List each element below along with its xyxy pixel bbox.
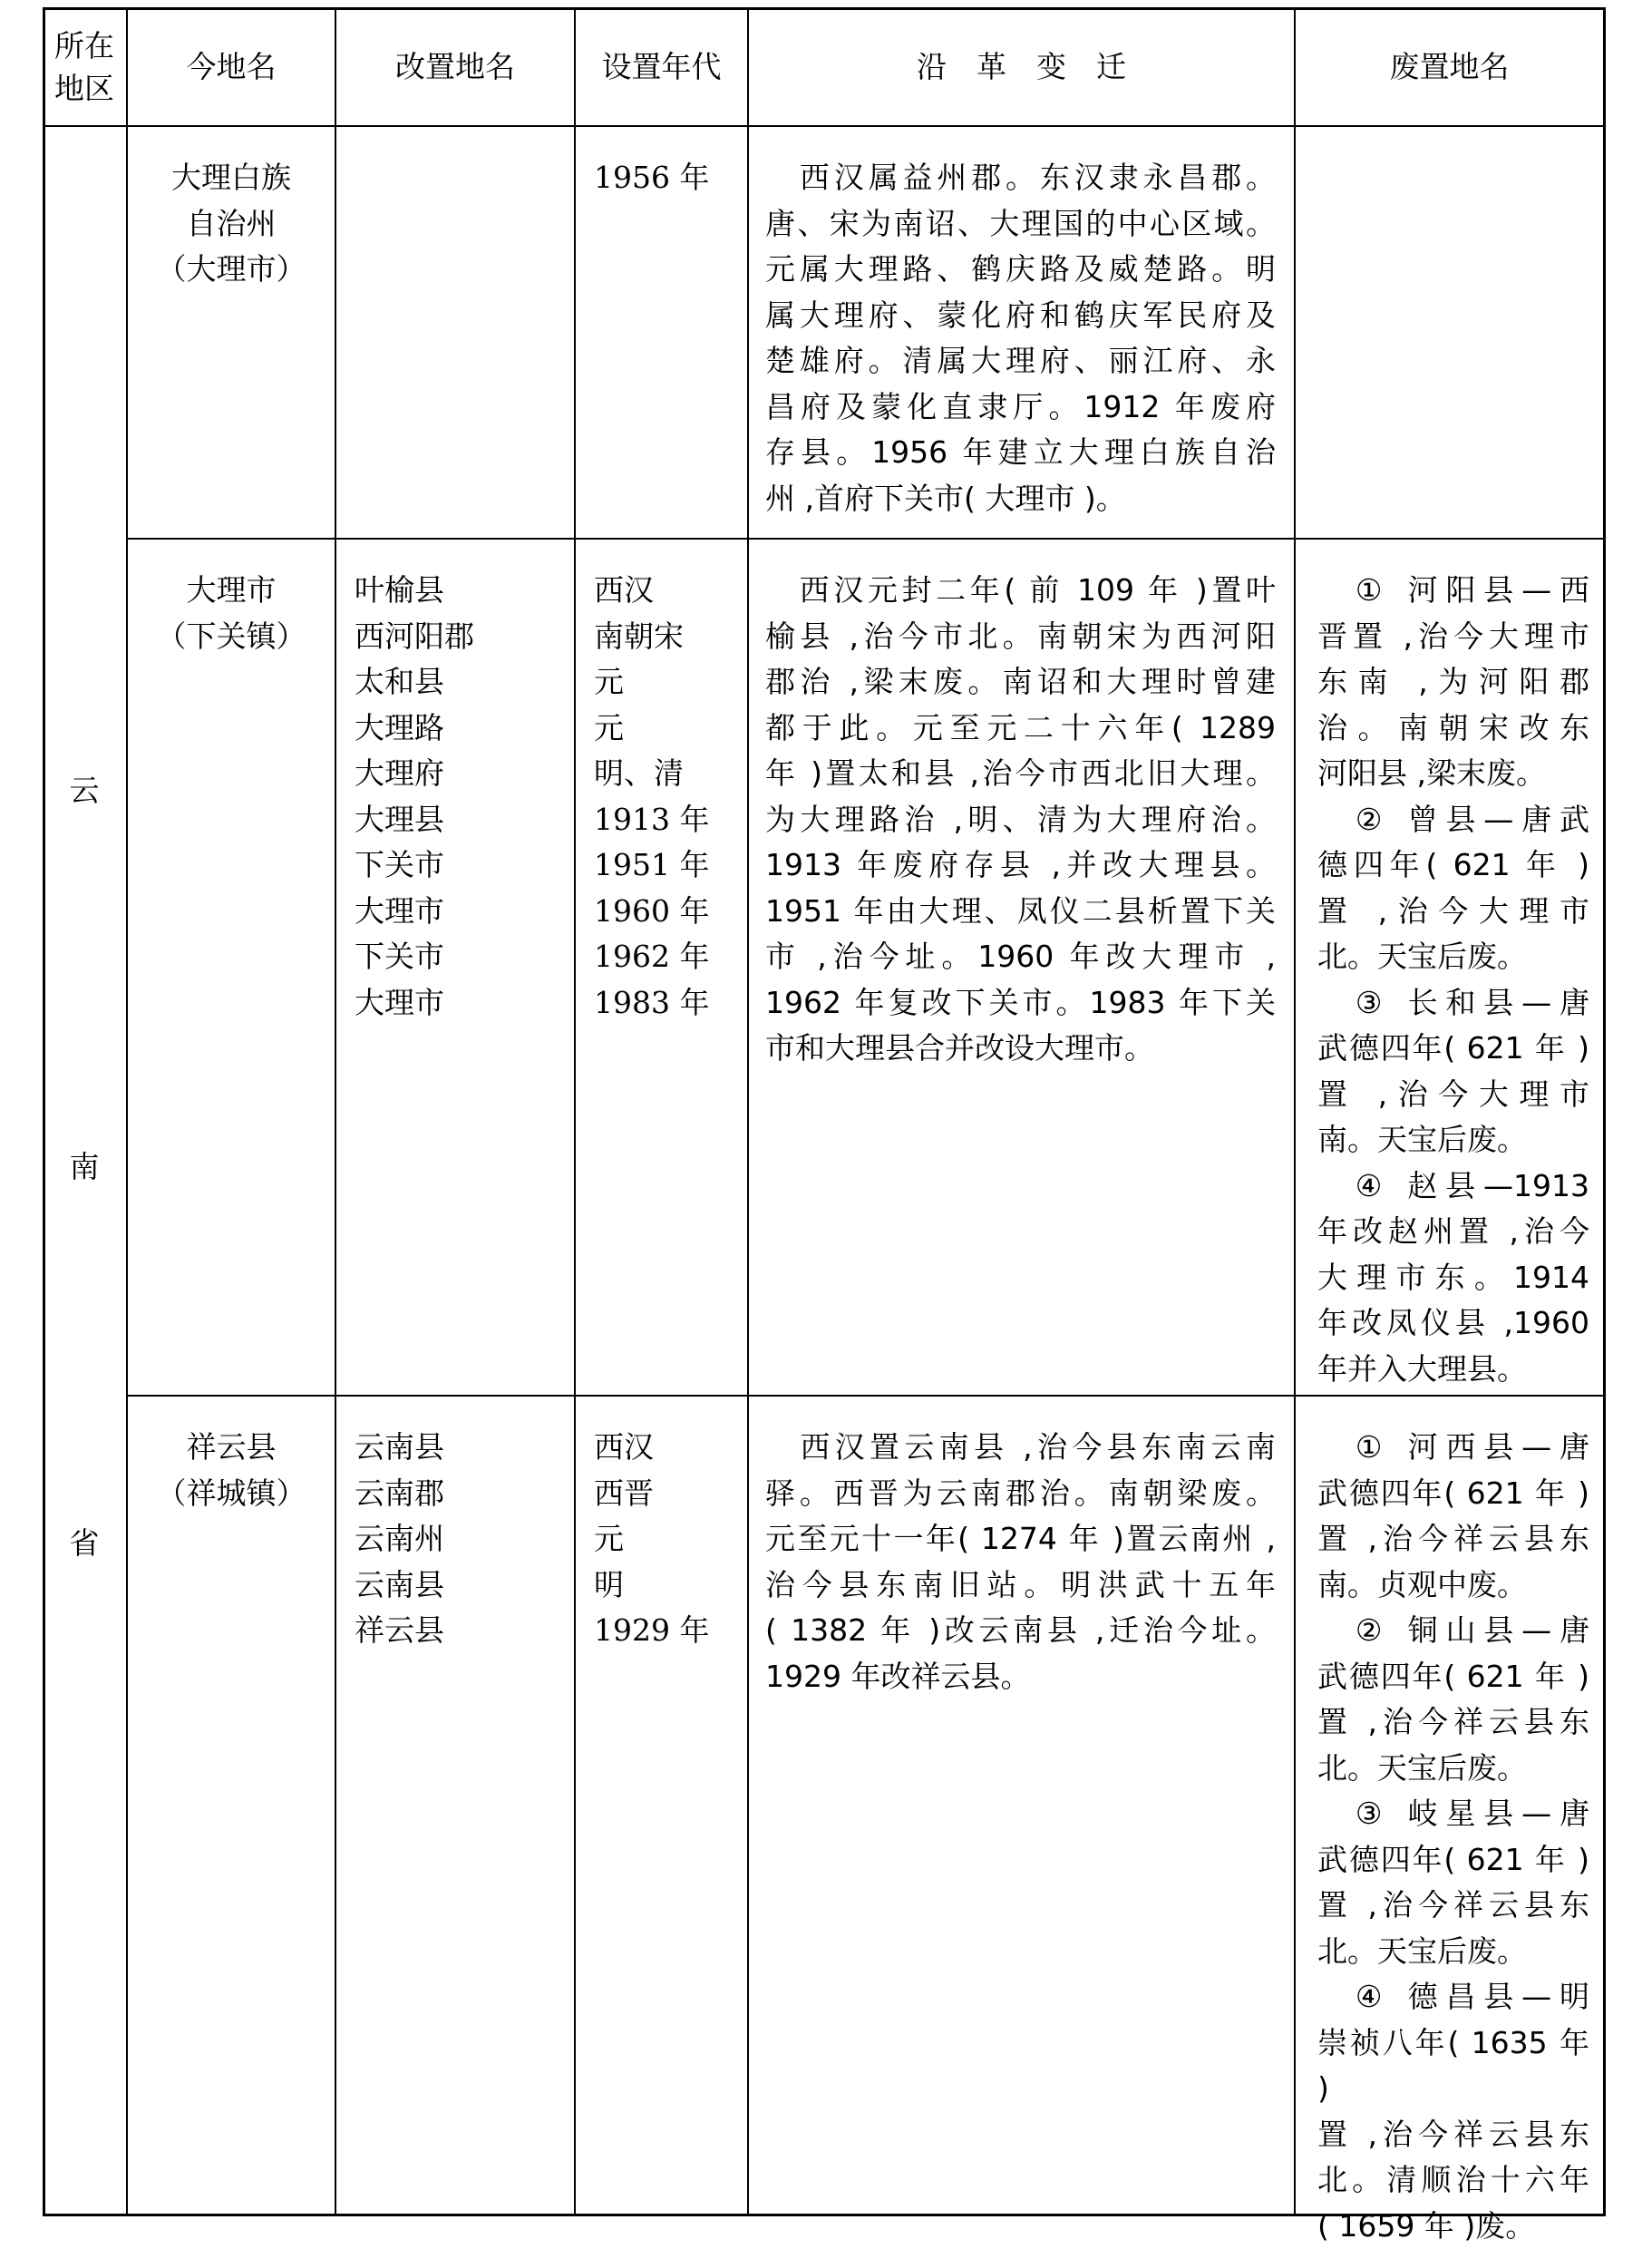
row3-current-name bbox=[128, 1425, 335, 1516]
history-line: ( 1382 年 )改云南县 ,迁治今址。 bbox=[765, 1608, 1276, 1654]
row3-history bbox=[765, 1425, 1276, 1699]
year-entry: 明 bbox=[594, 1563, 743, 1609]
abolished-line: 置 ,治今祥云县东 bbox=[1317, 1516, 1589, 1563]
abolished-line: 治。南朝宋改东 bbox=[1317, 706, 1589, 752]
renamed-entry: 云南郡 bbox=[355, 1471, 572, 1517]
history-line: 元至元十一年( 1274 年 )置云南州 , bbox=[765, 1516, 1276, 1563]
abolished-line: 武德四年( 621 年 ) bbox=[1317, 1654, 1589, 1700]
history-line: 1929 年改祥云县。 bbox=[765, 1654, 1276, 1700]
renamed-entry: 太和县 bbox=[355, 659, 572, 706]
abolished-line: 南。贞观中废。 bbox=[1317, 1563, 1589, 1609]
year-entry: 西汉 bbox=[594, 1425, 743, 1471]
abolished-line: 南。天宝后废。 bbox=[1317, 1117, 1589, 1163]
abolished-line: 北。天宝后废。 bbox=[1317, 1929, 1589, 1975]
renamed-entry: 下关市 bbox=[355, 934, 572, 980]
abolished-line: 武德四年( 621 年 ) bbox=[1317, 1837, 1589, 1884]
abolished-line: 东南 ,为河阳郡 bbox=[1317, 659, 1589, 706]
abolished-line: ③ 岐星县—唐 bbox=[1317, 1791, 1589, 1837]
row-divider bbox=[127, 538, 1606, 540]
abolished-line: 置 ,治今大理市 bbox=[1317, 1072, 1589, 1118]
column-rule bbox=[747, 7, 749, 2216]
column-rule bbox=[43, 7, 45, 2216]
header-renamed: 改置地名 bbox=[336, 10, 574, 125]
abolished-line: ④ 德昌县—明 bbox=[1317, 1974, 1589, 2020]
header-region-line: 所在 bbox=[54, 25, 114, 67]
row1-history bbox=[765, 155, 1276, 521]
abolished-line: ② 铜山县—唐 bbox=[1317, 1608, 1589, 1654]
row2-year bbox=[594, 568, 743, 1026]
history-line: 为大理路治 ,明、清为大理府治。 bbox=[765, 797, 1276, 843]
history-line: 市 ,治今址。1960 年改大理市 , bbox=[765, 934, 1276, 980]
header-history: 沿 革 变 迁 bbox=[749, 10, 1294, 125]
renamed-entry: 大理县 bbox=[355, 797, 572, 843]
row2-renamed bbox=[355, 568, 572, 1026]
name-line: 祥云县 bbox=[128, 1425, 335, 1471]
abolished-line: 置 ,治今祥云县东 bbox=[1317, 1699, 1589, 1746]
abolished-line: 大理市东。1914 bbox=[1317, 1255, 1589, 1301]
header-abolished: 废置地名 bbox=[1296, 10, 1603, 125]
history-line: 元属大理路、鹤庆路及威楚路。明 bbox=[765, 247, 1276, 293]
abolished-line: 置 ,治今祥云县东 bbox=[1317, 1883, 1589, 1929]
region-char: 南 bbox=[43, 1144, 126, 1186]
history-line: 都于此。元至元二十六年( 1289 bbox=[765, 706, 1276, 752]
year-entry: 元 bbox=[594, 659, 743, 706]
renamed-entry: 大理市 bbox=[355, 980, 572, 1027]
row2-history bbox=[765, 568, 1276, 1072]
abolished-line: 北。清顺治十六年 bbox=[1317, 2157, 1589, 2204]
row3-renamed bbox=[355, 1425, 572, 1654]
year-entry: 1983 年 bbox=[594, 980, 743, 1027]
history-line: 治今县东南旧站。明洪武十五年 bbox=[765, 1563, 1276, 1609]
abolished-line: ② 曾县—唐武 bbox=[1317, 797, 1589, 843]
abolished-line: 武德四年( 621 年 ) bbox=[1317, 1471, 1589, 1517]
history-line: 1951 年由大理、凤仪二县析置下关 bbox=[765, 889, 1276, 935]
history-line: 榆县 ,治今市北。南朝宋为西河阳 bbox=[765, 614, 1276, 660]
abolished-line: 崇祯八年( 1635 年 ) bbox=[1317, 2020, 1589, 2112]
abolished-line: ④ 赵县—1913 bbox=[1317, 1163, 1589, 1210]
abolished-line: 德四年( 621 年 ) bbox=[1317, 842, 1589, 889]
abolished-line: 河阳县 ,梁末废。 bbox=[1317, 751, 1589, 797]
header-year: 设置年代 bbox=[576, 10, 747, 125]
year-entry: 1956 年 bbox=[594, 155, 743, 201]
column-rule bbox=[1294, 7, 1296, 2216]
history-line: 西汉元封二年( 前 109 年 )置叶 bbox=[765, 568, 1276, 614]
abolished-line: 年并入大理县。 bbox=[1317, 1347, 1589, 1393]
renamed-entry: 大理路 bbox=[355, 706, 572, 752]
history-line: 1962 年复改下关市。1983 年下关 bbox=[765, 980, 1276, 1027]
year-entry: 元 bbox=[594, 1516, 743, 1563]
row2-abolished bbox=[1317, 568, 1589, 1392]
abolished-line: 年改赵州置 ,治今 bbox=[1317, 1209, 1589, 1255]
history-line: 年 )置太和县 ,治今市西北旧大理。 bbox=[765, 751, 1276, 797]
history-line: 唐、宋为南诏、大理国的中心区域。 bbox=[765, 201, 1276, 248]
column-rule bbox=[574, 7, 576, 2216]
name-line: 自治州 bbox=[128, 201, 335, 248]
header-region-line: 地区 bbox=[54, 68, 114, 110]
history-line: 存县。1956 年建立大理白族自治 bbox=[765, 430, 1276, 476]
column-rule bbox=[1603, 7, 1606, 2216]
year-entry: 南朝宋 bbox=[594, 614, 743, 660]
name-line: 大理市 bbox=[128, 568, 335, 614]
abolished-line: 北。天宝后废。 bbox=[1317, 1746, 1589, 1792]
name-line: 大理白族 bbox=[128, 155, 335, 201]
row3-abolished bbox=[1317, 1425, 1589, 2249]
year-entry: 西晋 bbox=[594, 1471, 743, 1517]
name-line: （下关镇） bbox=[128, 614, 335, 660]
renamed-entry: 云南县 bbox=[355, 1563, 572, 1609]
row3-year bbox=[594, 1425, 743, 1654]
name-line: （大理市） bbox=[128, 247, 335, 293]
year-entry: 1951 年 bbox=[594, 842, 743, 889]
row-divider bbox=[127, 1395, 1606, 1397]
abolished-line: ( 1659 年 )废。 bbox=[1317, 2204, 1589, 2249]
renamed-entry: 大理市 bbox=[355, 889, 572, 935]
renamed-entry: 大理府 bbox=[355, 751, 572, 797]
abolished-line: ③ 长和县—唐 bbox=[1317, 980, 1589, 1027]
year-entry: 明、清 bbox=[594, 751, 743, 797]
abolished-line: 置 ,治今祥云县东 bbox=[1317, 2112, 1589, 2158]
header-current-name: 今地名 bbox=[128, 10, 335, 125]
renamed-entry: 祥云县 bbox=[355, 1608, 572, 1654]
history-line: 昌府及蒙化直隶厅。1912 年废府 bbox=[765, 385, 1276, 431]
renamed-entry: 云南州 bbox=[355, 1516, 572, 1563]
abolished-line: ① 河阳县—西 bbox=[1317, 568, 1589, 614]
header-region bbox=[43, 10, 126, 125]
abolished-line: 置 ,治今大理市 bbox=[1317, 889, 1589, 935]
region-char: 云 bbox=[43, 767, 126, 810]
year-entry: 1913 年 bbox=[594, 797, 743, 843]
year-entry: 1962 年 bbox=[594, 934, 743, 980]
history-line: 郡治 ,梁末废。南诏和大理时曾建 bbox=[765, 659, 1276, 706]
year-entry: 1929 年 bbox=[594, 1608, 743, 1654]
year-entry: 元 bbox=[594, 706, 743, 752]
renamed-entry: 云南县 bbox=[355, 1425, 572, 1471]
history-line: 西汉置云南县 ,治今县东南云南 bbox=[765, 1425, 1276, 1471]
history-line: 市和大理县合并改设大理市。 bbox=[765, 1026, 1276, 1072]
name-line: （祥城镇） bbox=[128, 1471, 335, 1517]
row1-current-name bbox=[128, 155, 335, 293]
year-entry: 西汉 bbox=[594, 568, 743, 614]
history-line: 驿。西晋为云南郡治。南朝梁废。 bbox=[765, 1471, 1276, 1517]
year-entry: 1960 年 bbox=[594, 889, 743, 935]
abolished-line: ① 河西县—唐 bbox=[1317, 1425, 1589, 1471]
abolished-line: 年改凤仪县 ,1960 bbox=[1317, 1300, 1589, 1347]
renamed-entry: 叶榆县 bbox=[355, 568, 572, 614]
renamed-entry: 西河阳郡 bbox=[355, 614, 572, 660]
renamed-entry: 下关市 bbox=[355, 842, 572, 889]
region-char: 省 bbox=[43, 1520, 126, 1563]
gazetteer-table bbox=[43, 7, 1606, 2216]
row2-current-name bbox=[128, 568, 335, 659]
history-line: 1913 年废府存县 ,并改大理县。 bbox=[765, 842, 1276, 889]
header-bottom-rule bbox=[43, 125, 1606, 127]
history-line: 州 ,首府下关市( 大理市 )。 bbox=[765, 476, 1276, 522]
abolished-line: 武德四年( 621 年 ) bbox=[1317, 1026, 1589, 1072]
column-rule bbox=[126, 7, 128, 2216]
column-rule bbox=[335, 7, 336, 2216]
history-line: 楚雄府。清属大理府、丽江府、永 bbox=[765, 338, 1276, 385]
abolished-line: 晋置 ,治今大理市 bbox=[1317, 614, 1589, 660]
history-line: 西汉属益州郡。东汉隶永昌郡。 bbox=[765, 155, 1276, 201]
history-line: 属大理府、蒙化府和鹤庆军民府及 bbox=[765, 293, 1276, 339]
row1-year bbox=[594, 155, 743, 201]
abolished-line: 北。天宝后废。 bbox=[1317, 934, 1589, 980]
